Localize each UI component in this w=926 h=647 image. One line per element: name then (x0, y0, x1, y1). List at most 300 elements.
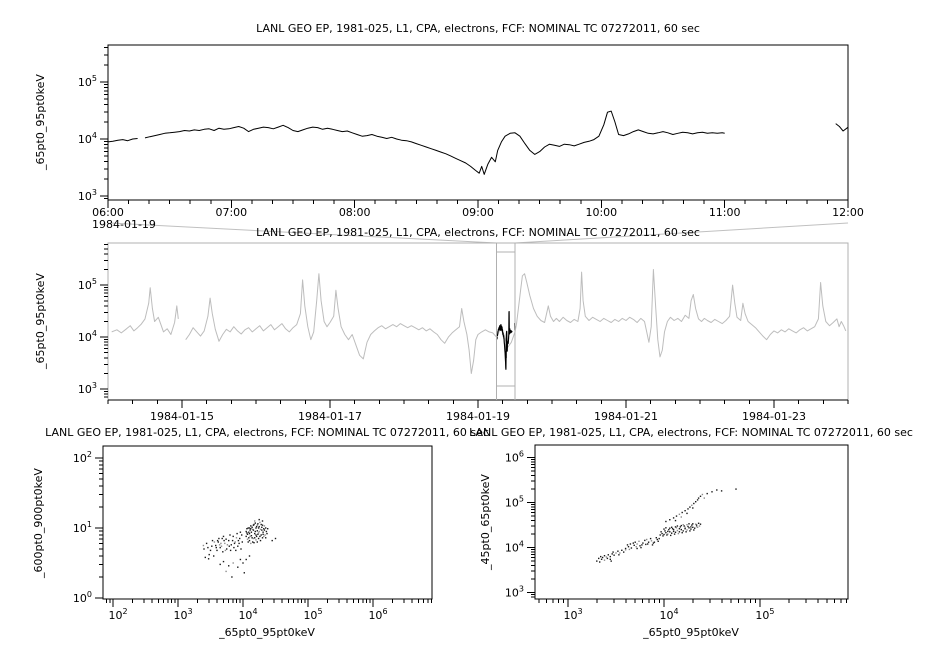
scatter-dot (664, 530, 665, 531)
scatter-dot (259, 536, 260, 537)
scatter-dot (735, 488, 736, 489)
scatter-dot (676, 515, 677, 516)
series-line (108, 111, 848, 174)
scatter-dot (215, 545, 216, 546)
scatter-dot (667, 531, 668, 532)
scatter-dot (636, 546, 637, 547)
scatter-dot (249, 540, 250, 541)
tick-label: $10^3$ (77, 188, 97, 204)
scatter-dot (255, 522, 256, 523)
tick-label: 1984-01-23 (742, 410, 806, 423)
scatter-dot (228, 565, 229, 566)
scatter-dot (684, 510, 685, 511)
scatter-dot (240, 532, 241, 533)
scatter-dot (251, 527, 252, 528)
scatter-dot (665, 521, 666, 522)
scatter-dot (681, 529, 682, 530)
panel3-y-axis-label: _600pt0_900pt0keV (32, 468, 45, 578)
scatter-dot (249, 533, 250, 534)
scatter-dot (237, 567, 238, 568)
scatter-dot (628, 546, 629, 547)
scatter-dot (236, 533, 237, 534)
panel3-x-axis-label: _65pt0_95pt0keV (219, 626, 315, 639)
scatter-dot (264, 529, 265, 530)
scatter-dot (629, 549, 630, 550)
scatter-dot (698, 523, 699, 524)
scatter-dot (253, 542, 254, 543)
scatter-dot (248, 527, 249, 528)
scatter-dot (218, 541, 219, 542)
scatter-dot (225, 571, 226, 572)
panel4-scatter (505, 445, 848, 622)
scatter-dot (660, 534, 661, 535)
scatter-dot (275, 538, 276, 539)
scatter-dot (262, 525, 263, 526)
tick-label: 1984-01-21 (594, 410, 658, 423)
scatter-dot (210, 550, 211, 551)
scatter-dot (707, 493, 708, 494)
scatter-dot (607, 558, 608, 559)
scatter-dot (631, 547, 632, 548)
scatter-dot (647, 543, 648, 544)
scatter-dot (646, 539, 647, 540)
scatter-dot (249, 527, 250, 528)
tick-label: $10^3$ (77, 381, 97, 397)
scatter-dot (608, 554, 609, 555)
scatter-dot (208, 558, 209, 559)
scatter-dot (252, 541, 253, 542)
context-zoom-box[interactable] (497, 243, 516, 400)
scatter-dot (691, 524, 692, 525)
scatter-dot (669, 519, 670, 520)
scatter-dot (721, 490, 722, 491)
scatter-dot (673, 529, 674, 530)
scatter-dot (688, 523, 689, 524)
scatter-dot (218, 538, 219, 539)
panel4-y-axis-label: _45pt0_65pt0keV (479, 474, 492, 570)
scatter-dot (251, 535, 252, 536)
scatter-dot (666, 534, 667, 535)
scatter-dot (598, 558, 599, 559)
tick-label: $10^1$ (72, 519, 92, 535)
scatter-dot (233, 536, 234, 537)
scatter-dot (596, 560, 597, 561)
context-series-line (112, 270, 846, 374)
scatter-dot (263, 536, 264, 537)
scatter-dot (240, 559, 241, 560)
scatter-dot (696, 524, 697, 525)
scatter-dot (264, 525, 265, 526)
scatter-dot (262, 537, 263, 538)
scatter-dot (673, 531, 674, 532)
scatter-dot (259, 522, 260, 523)
scatter-dot (209, 554, 210, 555)
scatter-dot (233, 547, 234, 548)
scatter-dot (260, 540, 261, 541)
scatter-dot (691, 505, 692, 506)
scatter-dot (623, 551, 624, 552)
scatter-dot (249, 555, 250, 556)
scatter-dot (253, 529, 254, 530)
scatter-dot (263, 528, 264, 529)
scatter-dot (242, 541, 243, 542)
tick-label: $10^4$ (77, 131, 97, 147)
scatter-dot (690, 528, 691, 529)
panel1-start-date-label: 1984-01-19 (92, 218, 156, 231)
tick-label: 10:00 (585, 206, 618, 219)
scatter-dot (222, 551, 223, 552)
scatter-dot (253, 525, 254, 526)
tick-label: 11:00 (708, 206, 741, 219)
scatter-dot (251, 532, 252, 533)
scatter-dot (205, 557, 206, 558)
scatter-dot (679, 531, 680, 532)
scatter-dot (224, 543, 225, 544)
scatter-dot (258, 532, 259, 533)
scatter-dot (692, 507, 693, 508)
scatter-dot (645, 544, 646, 545)
scatter-dot (651, 540, 652, 541)
scatter-dot (627, 544, 628, 545)
scatter-dot (246, 559, 247, 560)
scatter-dot (716, 489, 717, 490)
scatter-dot (699, 525, 700, 526)
scatter-dot (223, 536, 224, 537)
scatter-dot (659, 538, 660, 539)
scatter-dot (686, 524, 687, 525)
scatter-dot (681, 525, 682, 526)
scatter-dot (238, 540, 239, 541)
scatter-dot (671, 527, 672, 528)
scatter-dot (686, 529, 687, 530)
tick-label: $10^4$ (77, 329, 97, 345)
scatter-dot (671, 533, 672, 534)
panel3-title: LANL GEO EP, 1981-025, L1, CPA, electrons, FCF: NOMINAL TC 07272011, 60 sec (45, 426, 489, 439)
scatter-dot (242, 562, 243, 563)
tick-label: $10^5$ (504, 494, 524, 510)
tick-label: $10^5$ (303, 607, 323, 622)
scatter-dot (702, 494, 703, 495)
scatter-dot (231, 576, 232, 577)
scatter-dot (644, 540, 645, 541)
scatter-dot (613, 555, 614, 556)
scatter-dot (256, 536, 257, 537)
scatter-dot (255, 539, 256, 540)
scatter-dot (250, 525, 251, 526)
scatter-dot (259, 526, 260, 527)
scatter-dot (689, 530, 690, 531)
scatter-dot (683, 524, 684, 525)
scatter-dot (618, 554, 619, 555)
scatter-dot (267, 528, 268, 529)
scatter-dot (684, 525, 685, 526)
scatter-dot (653, 542, 654, 543)
scatter-dot (261, 527, 262, 528)
scatter-dot (246, 531, 247, 532)
scatter-dot (261, 529, 262, 530)
scatter-dot (207, 547, 208, 548)
scatter-dot (247, 539, 248, 540)
scatter-dot (604, 560, 605, 561)
scatter-dot (246, 536, 247, 537)
scatter-dot (679, 528, 680, 529)
scatter-dot (237, 546, 238, 547)
scatter-dot (673, 517, 674, 518)
scatter-dot (250, 528, 251, 529)
scatter-dot (213, 555, 214, 556)
scatter-dot (633, 542, 634, 543)
scatter-dot (634, 545, 635, 546)
scatter-dot (695, 501, 696, 502)
tick-label: $10^4$ (238, 607, 258, 622)
scatter-dot (248, 541, 249, 542)
scatter-dot (669, 528, 670, 529)
scatter-dot (257, 525, 258, 526)
scatter-dot (249, 536, 250, 537)
scatter-dot (225, 550, 226, 551)
scatter-dot (677, 525, 678, 526)
scatter-dot (601, 559, 602, 560)
scatter-dot (693, 503, 694, 504)
scatter-dot (625, 549, 626, 550)
tick-label: 07:00 (215, 206, 248, 219)
tick-label: 08:00 (338, 206, 371, 219)
scatter-dot (253, 538, 254, 539)
scatter-dot (230, 550, 231, 551)
scatter-dot (692, 523, 693, 524)
scatter-dot (251, 537, 252, 538)
scatter-dot (665, 532, 666, 533)
scatter-dot (692, 527, 693, 528)
scatter-dot (255, 534, 256, 535)
scatter-dot (255, 527, 256, 528)
scatter-dot (227, 544, 228, 545)
scatter-dot (604, 555, 605, 556)
scatter-dot (656, 537, 657, 538)
tick-label: $10^0$ (72, 590, 92, 606)
tick-label: $10^6$ (368, 607, 388, 622)
tick-label: 1984-01-19 (446, 410, 510, 423)
tick-label: $10^5$ (77, 277, 97, 293)
scatter-dot (615, 552, 616, 553)
scatter-dot (619, 552, 620, 553)
scatter-dot (257, 530, 258, 531)
scatter-dot (657, 539, 658, 540)
scatter-dot (660, 531, 661, 532)
panel1-title: LANL GEO EP, 1981-025, L1, CPA, electrons, FCF: NOMINAL TC 07272011, 60 sec (256, 22, 700, 35)
scatter-dot (669, 531, 670, 532)
scatter-dot (226, 548, 227, 549)
scatter-dot (602, 557, 603, 558)
scatter-dot (650, 538, 651, 539)
scatter-dot (266, 531, 267, 532)
panel2-y-axis-label: _65pt0_95pt0keV (34, 273, 47, 369)
panel2-title: LANL GEO EP, 1981-025, L1, CPA, electrons, FCF: NOMINAL TC 07272011, 60 sec (256, 226, 700, 239)
tick-label: $10^4$ (659, 607, 679, 622)
scatter-dot (216, 547, 217, 548)
scatter-dot (229, 534, 230, 535)
scatter-dot (678, 533, 679, 534)
scatter-dot (255, 531, 256, 532)
scatter-dot (698, 497, 699, 498)
tick-label: 09:00 (462, 206, 494, 219)
scatter-dot (223, 561, 224, 562)
scatter-dot (231, 544, 232, 545)
scatter-dot (232, 540, 233, 541)
scatter-dot (689, 506, 690, 507)
scatter-dot (684, 527, 685, 528)
scatter-dot (617, 551, 618, 552)
scatter-dot (612, 553, 613, 554)
scatter-dot (675, 532, 676, 533)
scatter-dot (685, 531, 686, 532)
scatter-dot (250, 543, 251, 544)
scatter-dot (684, 528, 685, 529)
scatter-dot (254, 520, 255, 521)
scatter-dot (679, 514, 680, 515)
scatter-dot (212, 540, 213, 541)
tick-label: $10^3$ (563, 607, 583, 622)
scatter-dot (259, 519, 260, 520)
scatter-dot (266, 533, 267, 534)
scatter-dot (258, 538, 259, 539)
scatter-dot (635, 542, 636, 543)
tick-label: $10^5$ (755, 607, 775, 622)
scatter-dot (630, 543, 631, 544)
scatter-dot (235, 541, 236, 542)
scatter-dot (234, 543, 235, 544)
scatter-dot (662, 535, 663, 536)
scatter-dot (259, 531, 260, 532)
scatter-dot (216, 550, 217, 551)
panel3-scatter (73, 446, 432, 622)
scatter-dot (680, 526, 681, 527)
scatter-dot (272, 540, 273, 541)
scatter-dot (203, 548, 204, 549)
scatter-dot (599, 561, 600, 562)
scatter-dot (257, 541, 258, 542)
tick-label: $10^3$ (504, 584, 524, 600)
scatter-dot (606, 556, 607, 557)
scatter-dot (638, 541, 639, 542)
scatter-dot (265, 527, 266, 528)
scatter-dot (244, 572, 245, 573)
scatter-dot (217, 540, 218, 541)
tick-label: $10^4$ (504, 539, 524, 555)
scatter-dot (257, 534, 258, 535)
scatter-dot (663, 528, 664, 529)
scatter-dot (262, 520, 263, 521)
scatter-dot (640, 547, 641, 548)
scatter-dot (639, 545, 640, 546)
scatter-dot (238, 543, 239, 544)
scatter-dot (233, 562, 234, 563)
scatter-dot (687, 526, 688, 527)
scatter-dot (261, 534, 262, 535)
scatter-dot (694, 528, 695, 529)
scatter-dot (254, 533, 255, 534)
scatter-dot (254, 537, 255, 538)
scatter-dot (697, 527, 698, 528)
scatter-dot (220, 547, 221, 548)
scatter-dot (697, 499, 698, 500)
scatter-dot (219, 544, 220, 545)
tick-label: 12:00 (832, 206, 864, 219)
scatter-dot (262, 534, 263, 535)
scatter-dot (220, 543, 221, 544)
scatter-dot (681, 516, 682, 517)
scatter-dot (220, 564, 221, 565)
scatter-dot (235, 550, 236, 551)
tick-label: 1984-01-17 (298, 410, 362, 423)
scatter-dot (683, 530, 684, 531)
scatter-dot (206, 543, 207, 544)
scatter-dot (223, 540, 224, 541)
tick-label: $10^2$ (108, 607, 128, 622)
scatter-dot (239, 538, 240, 539)
scatter-dot (704, 497, 705, 498)
panel1-y-axis-label: _65pt0_95pt0keV (34, 74, 47, 170)
scatter-dot (260, 529, 261, 530)
panel4-title: LANL GEO EP, 1981-025, L1, CPA, electrons, FCF: NOMINAL TC 07272011, 60 sec (469, 426, 913, 439)
scatter-dot (700, 496, 701, 497)
scatter-dot (674, 533, 675, 534)
scatter-dot (247, 534, 248, 535)
scatter-dot (625, 548, 626, 549)
scatter-dot (670, 535, 671, 536)
scatter-dot (236, 537, 237, 538)
scatter-dot (687, 508, 688, 509)
scatter-dot (228, 540, 229, 541)
tick-label: $10^2$ (72, 449, 92, 465)
scatter-dot (258, 527, 259, 528)
scatter-dot (675, 520, 676, 521)
scatter-dot (648, 542, 649, 543)
scatter-dot (658, 541, 659, 542)
scatter-dot (663, 534, 664, 535)
scatter-dot (610, 556, 611, 557)
scatter-dot (610, 559, 611, 560)
scatter-dot (225, 539, 226, 540)
scatter-dot (682, 512, 683, 513)
tick-label: 06:00 (92, 206, 124, 219)
scatter-dot (241, 534, 242, 535)
scatter-dot (693, 529, 694, 530)
tick-label: $10^6$ (504, 449, 524, 465)
scatter-dot (214, 541, 215, 542)
scatter-dot (665, 527, 666, 528)
scatter-dot (636, 543, 637, 544)
scatter-dot (686, 513, 687, 514)
panel1-timeseries (78, 45, 864, 219)
scatter-dot (203, 545, 204, 546)
scatter-dot (240, 548, 241, 549)
scatter-dot (246, 528, 247, 529)
scatter-dot (642, 542, 643, 543)
tick-label: $10^5$ (77, 74, 97, 90)
scatter-dot (257, 523, 258, 524)
scatter-dot (700, 524, 701, 525)
scatter-dot (641, 544, 642, 545)
scatter-dot (711, 491, 712, 492)
scatter-dot (652, 544, 653, 545)
scatter-dot (612, 551, 613, 552)
panel2-context-overview (78, 243, 848, 423)
panel4-x-axis-label: _65pt0_95pt0keV (643, 626, 739, 639)
scatter-dot (661, 533, 662, 534)
scatter-dot (229, 546, 230, 547)
scatter-dot (246, 532, 247, 533)
